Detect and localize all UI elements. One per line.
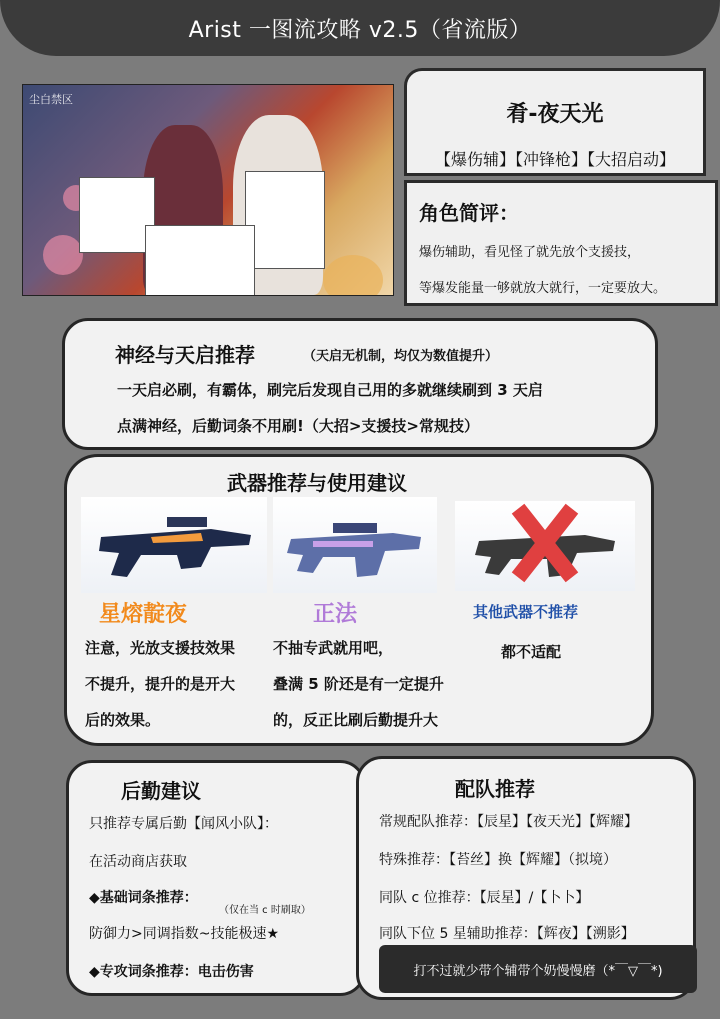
review-line: 等爆发能量一够就放大就行，一定要放大。 — [419, 281, 667, 296]
weapon-image-1 — [81, 497, 267, 593]
basic-stat-value: 防御力>同调指数~技能极速★ — [89, 926, 280, 942]
neural-line: 一天启必刷，有霸体，刷完后发现自己用的多就继续刷到 3 天启 — [117, 381, 543, 399]
petal-decoration — [323, 255, 383, 296]
page-header — [0, 0, 720, 56]
weapon-image-3 — [455, 501, 635, 591]
weapon-note-2: 的，反正比刷后勤提升大 — [273, 711, 439, 729]
smg-icon — [81, 497, 267, 593]
weapon-image-2 — [273, 497, 437, 593]
logistics-title: 后勤建议 — [121, 779, 201, 803]
weapon-note-1: 后的效果。 — [85, 711, 161, 729]
weapon-name-2: 正法 — [313, 602, 358, 627]
weapon-note-1: 注意，光放支援技效果 — [85, 639, 236, 657]
neural-title: 神经与天启推荐 — [115, 343, 255, 367]
weapon-note-2: 叠满 5 阶还是有一定提升 — [273, 675, 444, 693]
character-tags: 【爆伤辅】【冲锋枪】【大招启动】 — [434, 150, 675, 169]
weapon-section — [64, 454, 654, 746]
weapon-name-3: 其他武器不推荐 — [473, 603, 579, 621]
character-review-card — [404, 180, 718, 306]
weapon-note-3: 都不适配 — [501, 643, 562, 661]
smg-icon — [455, 501, 635, 591]
special-stat: ◆专攻词条推荐：电击伤害 — [89, 964, 254, 980]
team-note: 打不过就少带个辅带个奶慢慢磨（*￣▽￣*) — [379, 945, 697, 993]
review-title: 角色简评： — [419, 201, 519, 225]
weapon-name-1: 星熔靛夜 — [99, 602, 188, 627]
team-line: 特殊推荐：【苔丝】换【辉耀】（拟境） — [379, 852, 617, 868]
blank-box — [245, 171, 325, 269]
character-banner-image — [22, 84, 394, 296]
banner-brand-logo: 尘白禁区 — [29, 93, 73, 106]
basic-stat-note: （仅在当 c 时刷取） — [219, 905, 311, 916]
neural-section — [62, 318, 658, 450]
character-name-card — [404, 68, 706, 176]
logistics-line: 在活动商店获取 — [89, 854, 187, 870]
weapon-title: 武器推荐与使用建议 — [227, 471, 407, 495]
team-section — [356, 756, 696, 1000]
review-line: 爆伤辅助，看见怪了就先放个支援技， — [419, 245, 641, 260]
page-title: Arist 一图流攻略 v2.5（省流版） — [188, 17, 532, 43]
blank-box — [79, 177, 155, 253]
basic-stat-title: ◆基础词条推荐： — [89, 890, 198, 906]
blank-box — [145, 225, 255, 296]
smg-icon — [273, 497, 437, 593]
weapon-note-1: 不提升，提升的是开大 — [85, 675, 236, 693]
team-line: 同队 c 位推荐：【辰星】/【卜卜】 — [379, 890, 590, 906]
character-name: 肴-夜天光 — [506, 102, 604, 127]
neural-subtitle: （天启无机制，均仅为数值提升） — [303, 349, 499, 364]
team-line: 常规配队推荐：【辰星】【夜天光】【辉耀】 — [379, 814, 638, 830]
petal-decoration — [43, 235, 83, 275]
neural-line: 点满神经，后勤词条不用刷!（大招>支援技>常规技） — [117, 417, 479, 435]
team-line: 同队下位 5 星辅助推荐：【辉夜】【溯影】 — [379, 926, 635, 942]
team-title: 配队推荐 — [455, 777, 535, 801]
logistics-section — [66, 760, 366, 996]
logistics-line: 只推荐专属后勤【闻风小队】： — [89, 816, 278, 832]
weapon-note-2: 不抽专武就用吧， — [273, 639, 394, 657]
